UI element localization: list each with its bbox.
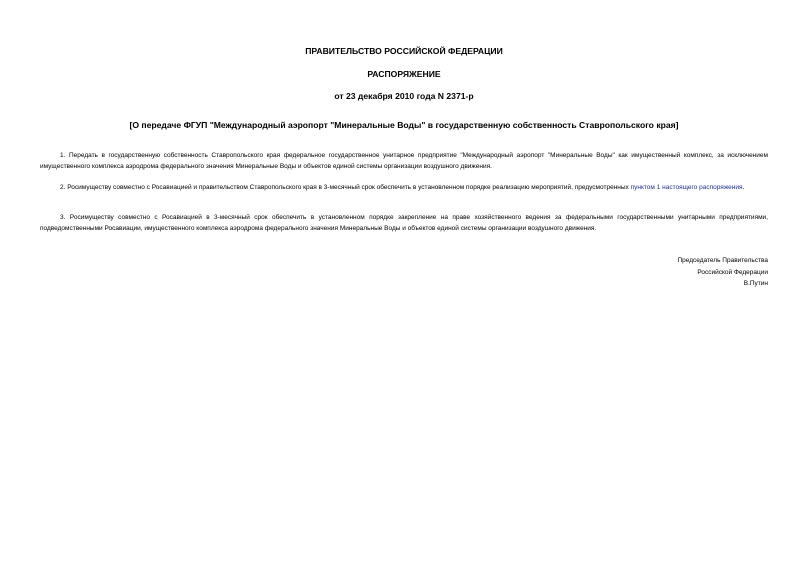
government-heading: ПРАВИТЕЛЬСТВО РОССИЙСКОЙ ФЕДЕРАЦИИ xyxy=(305,46,503,56)
paragraph-2 xyxy=(40,183,768,194)
signature-country: Российской Федерации xyxy=(697,268,768,276)
paragraph-2-text: 2. Росимуществу совместно с Росавиацией и правительством Ставропольского края в 3-месячный срок обеспечить в установленном порядке реализацию мероприятий, предусмотренных xyxy=(60,184,631,191)
document-page xyxy=(40,0,768,571)
paragraph-2-end: . xyxy=(742,184,745,191)
signature-block xyxy=(677,255,768,290)
paragraph-3: 3. Росимуществу совместно с Росавиацией в 3-месячный срок обеспечить в установленном порядке закрепление на праве хозяйственного ведения за федеральными государственными унитарными предприятиями, подведомственными Росавиации, имущественного комплекса аэродрома федерального значения Минеральные Воды и объектов единой системы организации воздушного движения. xyxy=(40,214,768,232)
signature-position: Председатель Правительства xyxy=(677,257,768,264)
document-type-heading: РАСПОРЯЖЕНИЕ xyxy=(367,69,441,79)
clause-1-link[interactable]: пунктом 1 настоящего распоряжения xyxy=(630,184,743,191)
document-title: [О передаче ФГУП "Международный аэропорт "Минеральные Воды" в государственную собственность Ставропольского края] xyxy=(129,120,679,130)
paragraph-1: 1. Передать в государственную собственность Ставропольского края федеральное государственное унитарное предприятие "Международный аэропорт "Минеральные Воды" как имущественный комплекс, за исключением имущественного комплекса аэродрома федерального значения Минеральные Воды и объектов единой системы организации воздушного движения. xyxy=(40,152,768,170)
signature-name: В.Путин xyxy=(743,280,768,287)
document-date-number: от 23 декабря 2010 года N 2371-р xyxy=(334,91,474,101)
